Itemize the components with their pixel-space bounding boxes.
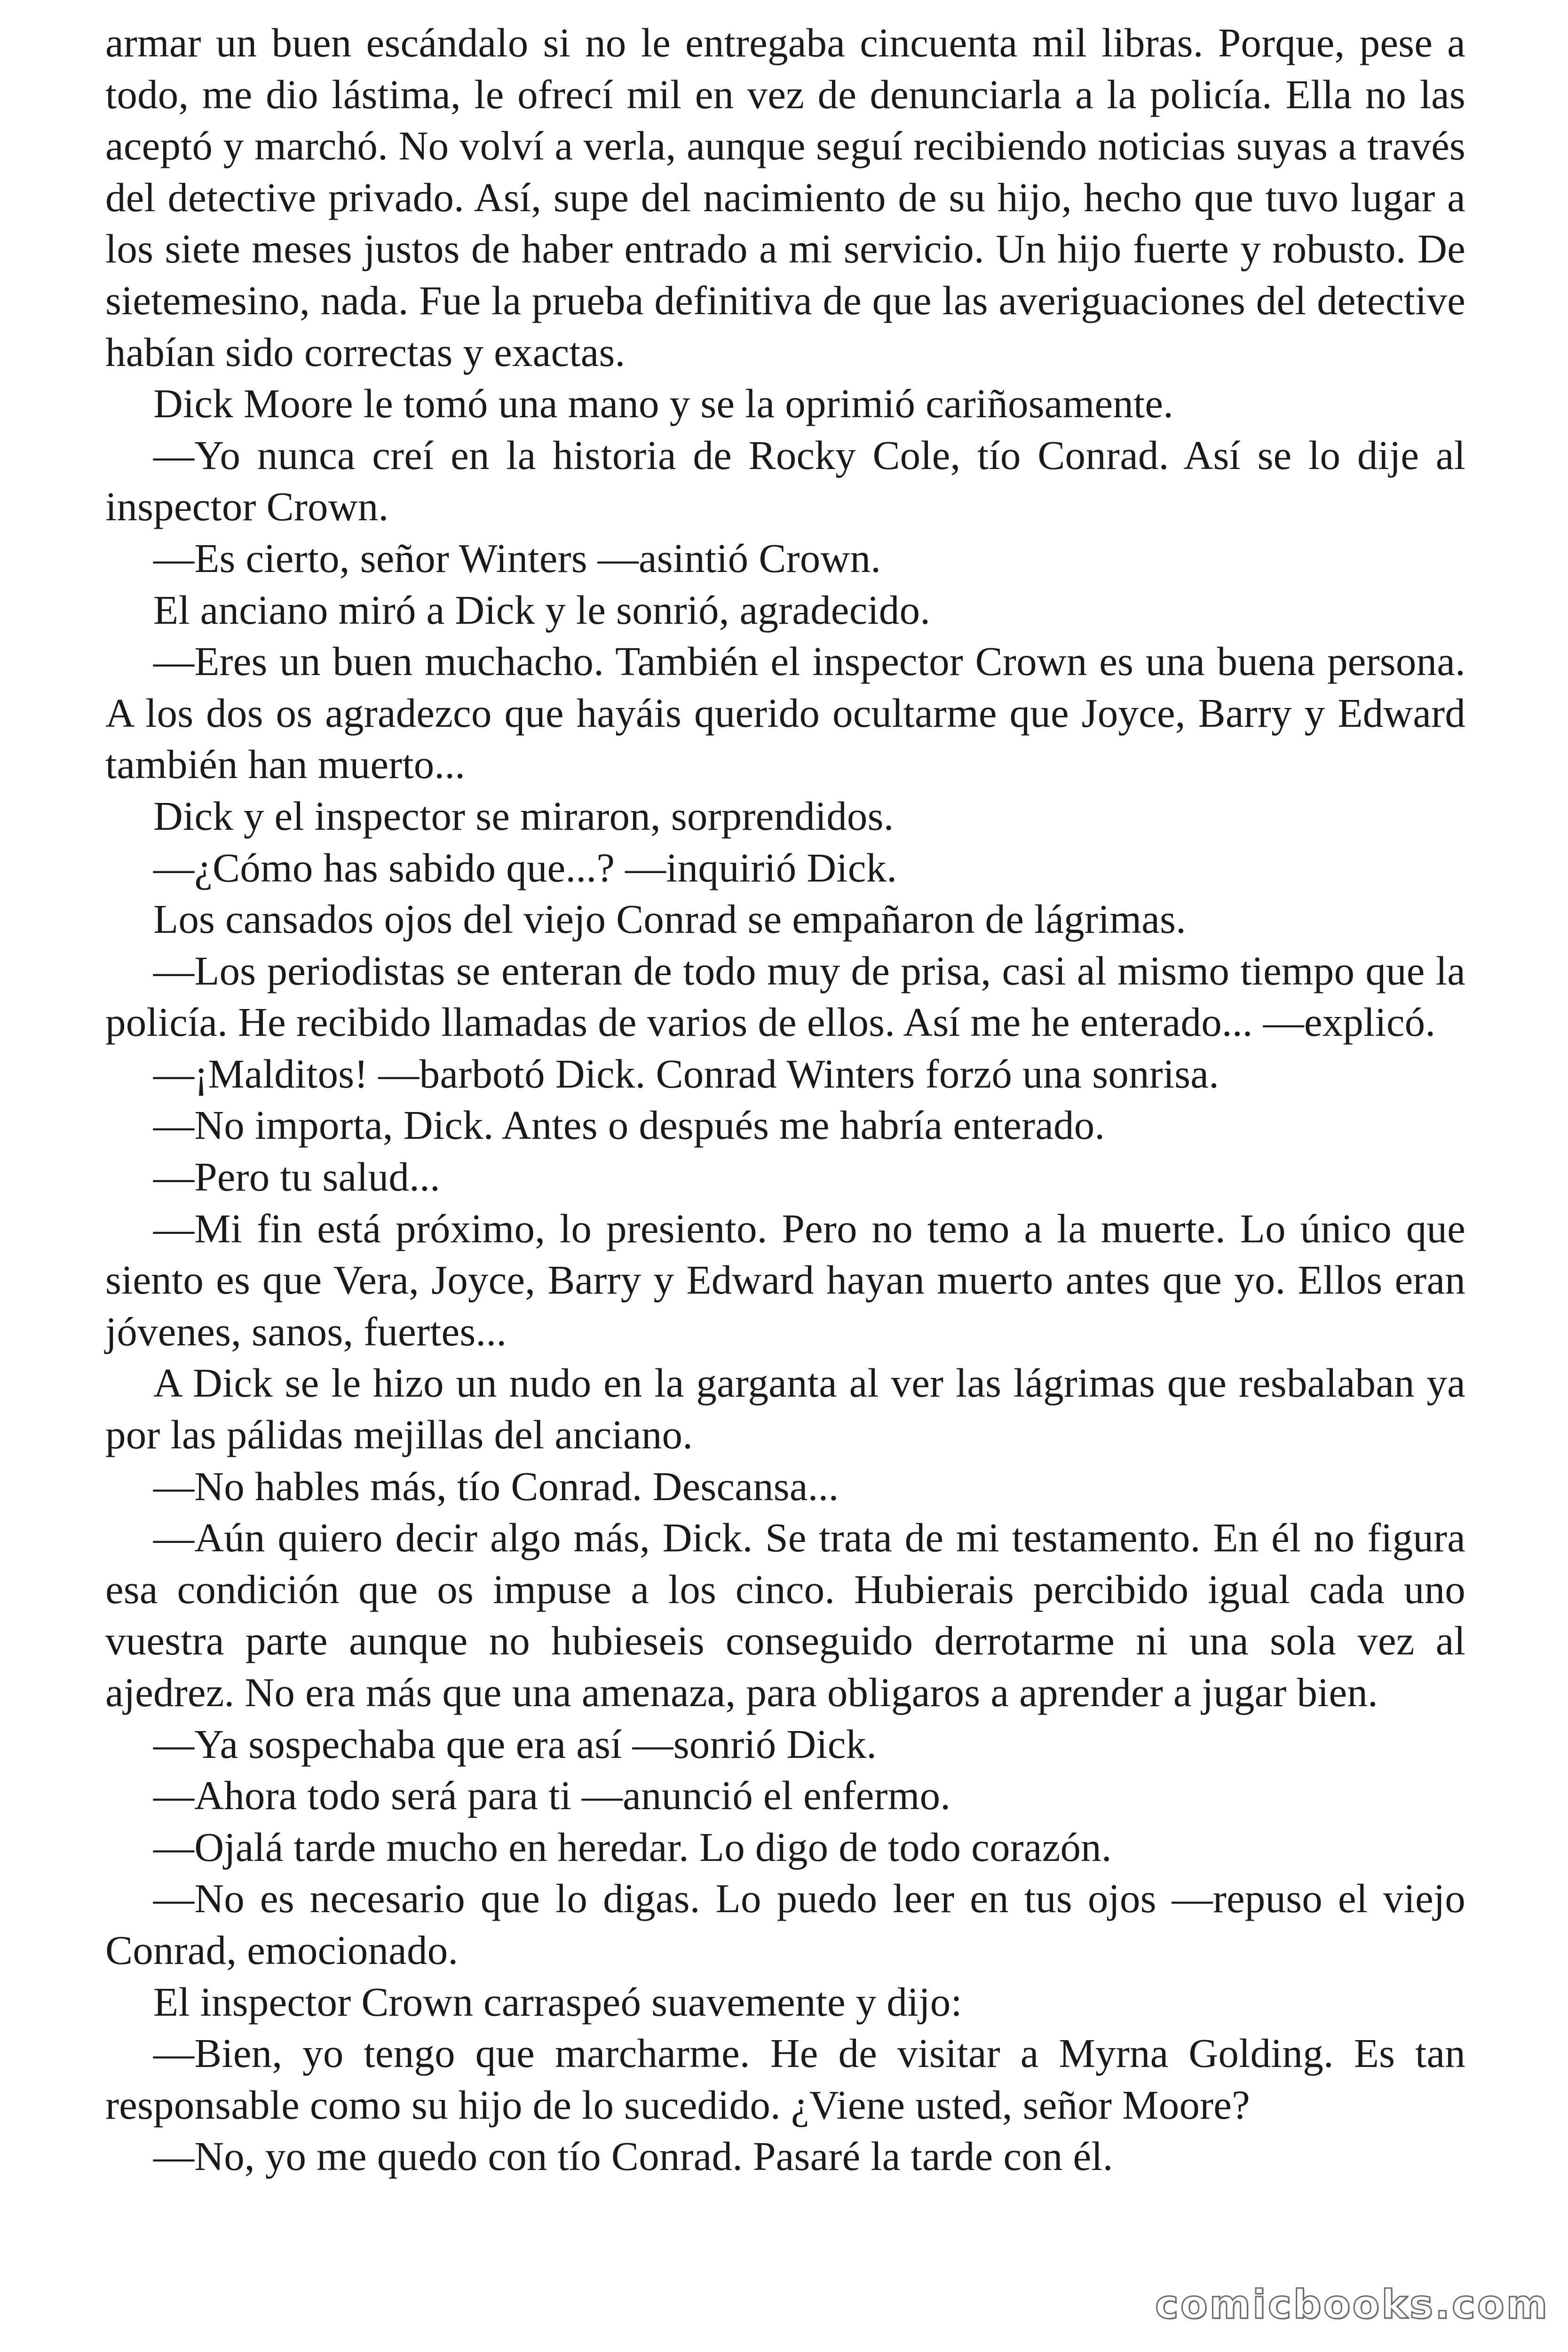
paragraph-21: —No es necesario que lo digas. Lo puedo leer en tus ojos —repuso el viejo Conrad, emocionado. (105, 1875, 1465, 1973)
paragraph-12: —No importa, Dick. Antes o después me habría enterado. (153, 1102, 1105, 1148)
paragraph-16: —No hables más, tío Conrad. Descansa... (153, 1463, 839, 1509)
paragraph-20: —Ojalá tarde mucho en heredar. Lo digo de todo corazón. (153, 1824, 1112, 1870)
paragraph-15: A Dick se le hizo un nudo en la garganta al ver las lágrimas que resbalaban ya por las pálidas mejillas del anciano. (105, 1360, 1465, 1458)
book-page-text (105, 17, 1465, 2182)
paragraph-3: —Yo nunca creí en la historia de Rocky Cole, tío Conrad. Así se lo dije al inspector Crown. (105, 432, 1465, 530)
paragraph-10: —Los periodistas se enteran de todo muy de prisa, casi al mismo tiempo que la policía. He recibido llamadas de varios de ellos. Así me he enterado... —explicó. (105, 947, 1465, 1045)
paragraph-8: —¿Cómo has sabido que...? —inquirió Dick. (153, 844, 897, 890)
paragraph-9: Los cansados ojos del viejo Conrad se empañaron de lágrimas. (153, 896, 1187, 942)
paragraph-11: —¡Malditos! —barbotó Dick. Conrad Winters forzó una sonrisa. (153, 1050, 1220, 1097)
paragraph-19: —Ahora todo será para ti —anunció el enfermo. (153, 1772, 951, 1819)
paragraph-17: —Aún quiero decir algo más, Dick. Se trata de mi testamento. En él no figura esa condición que os impuse a los cinco. Hubierais percibido igual cada uno vuestra parte aunque no hubieseis conseguido derrotarme ni una sola vez al ajedrez. No era más que una amenaza, para obligaros a aprender a jugar bien. (105, 1515, 1465, 1715)
paragraph-22: El inspector Crown carraspeó suavemente y dijo: (153, 1979, 962, 2025)
paragraph-13: —Pero tu salud... (153, 1154, 440, 1200)
watermark-logo: comicbooks.com (1155, 2281, 1549, 2328)
paragraph-7: Dick y el inspector se miraron, sorprendidos. (153, 793, 894, 839)
paragraph-1: armar un buen escándalo si no le entregaba cincuenta mil libras. Porque, pese a todo, me dio lástima, le ofrecí mil en vez de denunciarla a la policía. Ella no las aceptó y marchó. No volví a verla, aunque seguí recibiendo noticias suyas a través del detective privado. Así, supe del nacimiento de su hijo, hecho que tuvo lugar a los siete meses justos de haber entrado a mi servicio. Un hijo fuerte y robusto. De sietemesino, nada. Fue la prueba definitiva de que las averiguaciones del detective habían sido correctas y exactas. (105, 20, 1465, 375)
paragraph-2: Dick Moore le tomó una mano y se la oprimió cariñosamente. (153, 381, 1174, 427)
paragraph-23: —Bien, yo tengo que marcharme. He de visitar a Myrna Golding. Es tan responsable como su hijo de lo sucedido. ¿Viene usted, señor Moore? (105, 2030, 1465, 2128)
paragraph-5: El anciano miró a Dick y le sonrió, agradecido. (153, 587, 931, 633)
paragraph-14: —Mi fin está próximo, lo presiento. Pero no temo a la muerte. Lo único que siento es que Vera, Joyce, Barry y Edward hayan muerto antes que yo. Ellos eran jóvenes, sanos, fuertes... (105, 1205, 1465, 1354)
paragraph-18: —Ya sospechaba que era así —sonrió Dick. (153, 1721, 877, 1767)
paragraph-6: —Eres un buen muchacho. También el inspector Crown es una buena persona. A los dos os agradezco que hayáis querido ocultarme que Joyce, Barry y Edward también han muerto... (105, 638, 1465, 787)
paragraph-24: —No, yo me quedo con tío Conrad. Pasaré la tarde con él. (153, 2133, 1113, 2179)
paragraph-4: —Es cierto, señor Winters —asintió Crown. (153, 535, 881, 581)
